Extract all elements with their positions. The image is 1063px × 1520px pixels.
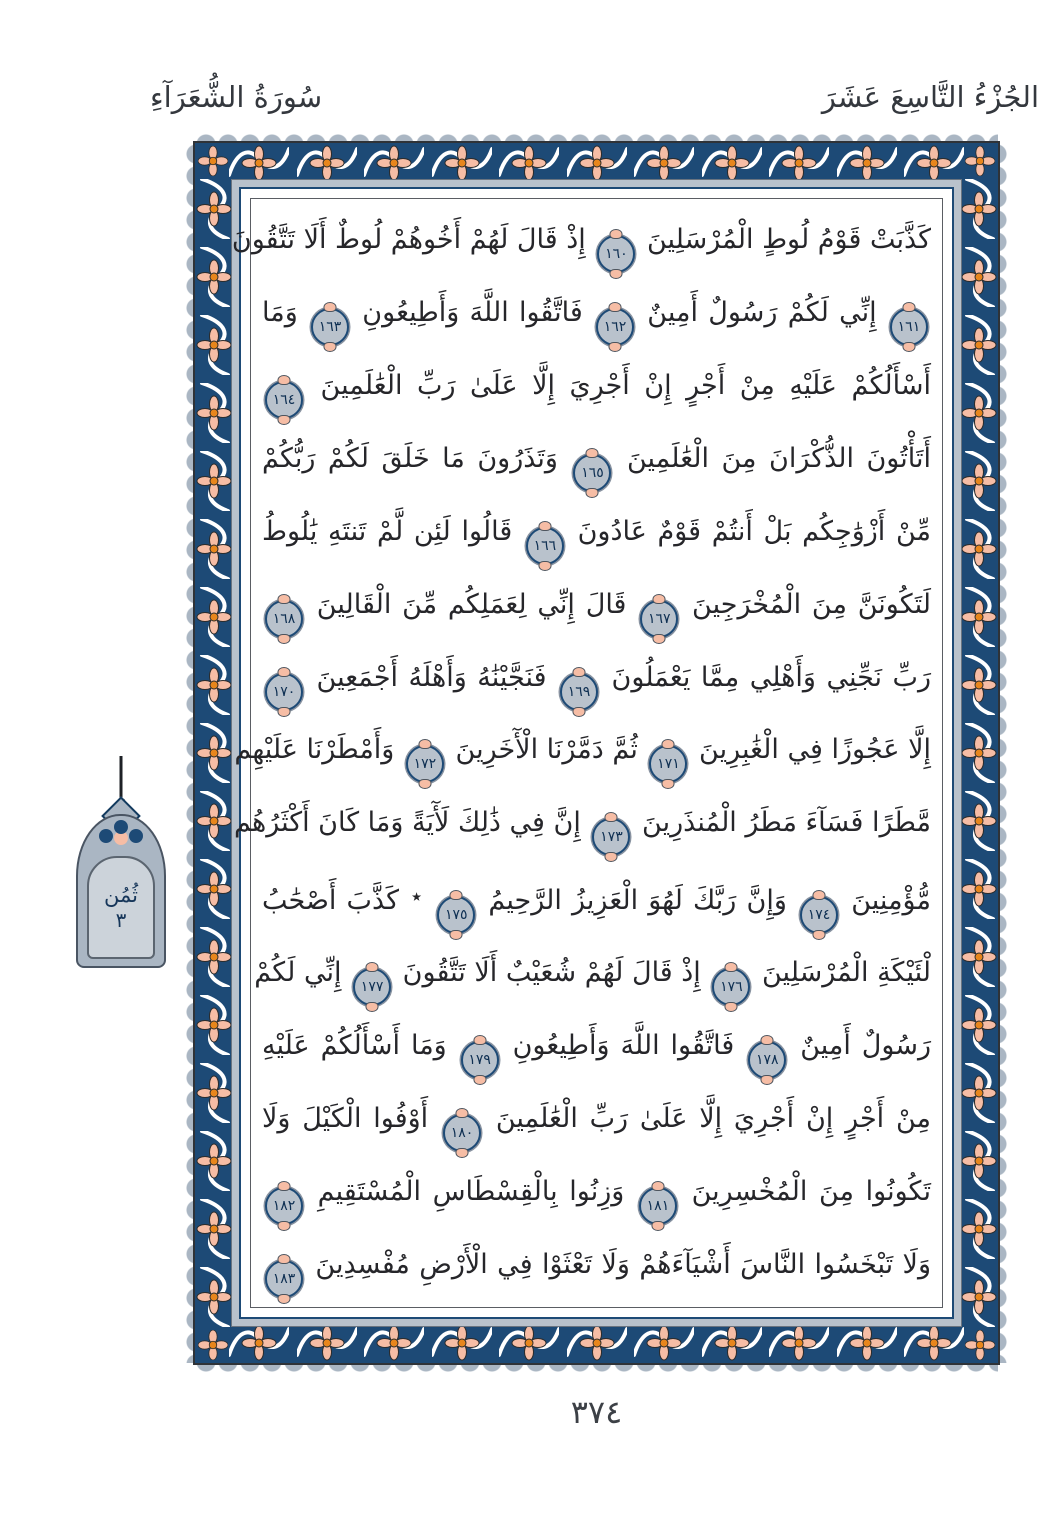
ayah-number-medallion: ١٧٥ (437, 896, 475, 934)
verse-text: وَمَا أَسْأَلُكُمْ عَلَيْهِ (262, 1030, 447, 1062)
quran-line-8 (234, 714, 931, 787)
arabesque-motif-icon (196, 519, 232, 579)
arabesque-motif-icon (196, 1267, 232, 1327)
arabesque-motif-icon (961, 451, 997, 511)
verse-text: أَتَأْتُونَ الذُّكْرَانَ مِنَ الْعَٰلَمِينَ (626, 442, 931, 474)
arabesque-motif-icon (961, 1063, 997, 1123)
ayah-number-medallion: ١٦٦ (526, 527, 564, 565)
arabesque-motif-icon (634, 1325, 694, 1361)
verse-text: مِنْ أَجْرٍ إِنْ أَجْرِيَ إِلَّا عَلَىٰ رَبِّ الْعَٰلَمِينَ (495, 1103, 932, 1135)
hizb-star-marker: ٭ (411, 884, 423, 909)
arabesque-motif-icon (195, 655, 233, 715)
arabesque-motif-icon (196, 1199, 232, 1259)
corner-flower-icon (196, 144, 230, 178)
arabesque-motif-icon (567, 1325, 627, 1361)
arabesque-motif-icon (432, 1325, 492, 1361)
arabesque-strip-left (195, 179, 233, 1327)
arabesque-motif-icon (634, 145, 694, 181)
corner-flower-icon (196, 1328, 230, 1362)
arabesque-motif-icon (961, 179, 997, 239)
arabesque-motif-icon (702, 145, 762, 181)
arabesque-motif-icon (904, 145, 964, 181)
arabesque-motif-icon (195, 451, 233, 511)
quran-line-11 (254, 937, 931, 1010)
arabesque-motif-icon (195, 315, 233, 375)
arabesque-strip-top (229, 144, 964, 182)
ayah-number-medallion: ١٧٠ (265, 673, 303, 711)
corner-flower-icon (963, 144, 997, 178)
ayah-number-medallion: ١٦٠ (597, 235, 635, 273)
arabesque-motif-icon (196, 179, 232, 239)
arabesque-motif-icon (195, 1131, 233, 1191)
quran-line-7 (262, 642, 931, 715)
quran-line-5 (262, 496, 931, 569)
arabesque-motif-icon (229, 145, 289, 181)
arabesque-motif-icon (195, 859, 233, 919)
verse-text: إِنَّ فِي ذَٰلِكَ لَأٓيَةً وَمَا كَانَ أَكْثَرُهُم (233, 807, 581, 839)
quran-line-10 (262, 860, 931, 937)
page-number: ٣٧٤ (570, 1393, 623, 1431)
arabesque-motif-icon (196, 1063, 232, 1123)
arabesque-motif-icon (961, 927, 997, 987)
arabesque-motif-icon (195, 1063, 233, 1123)
arabesque-motif-icon (196, 859, 232, 919)
ayah-number-medallion: ١٧٦ (712, 968, 750, 1006)
verse-text: وَأَمْطَرْنَا عَلَيْهِم (234, 734, 395, 766)
arabesque-motif-icon (364, 1325, 424, 1361)
ayah-number-medallion: ١٧٤ (800, 896, 838, 934)
arabesque-motif-icon (499, 1325, 559, 1361)
arabesque-motif-icon (196, 791, 232, 851)
quran-line-14 (262, 1156, 931, 1229)
verse-text: إِلَّا عَجُوزًا فِي الْغَٰبِرِينَ (699, 734, 931, 766)
arabesque-motif-icon (195, 587, 233, 647)
arabesque-motif-icon (961, 247, 997, 307)
corner-flower-icon (963, 1328, 997, 1362)
arabesque-motif-icon (196, 995, 232, 1055)
verse-text: وَلَا تَبْخَسُوا النَّاسَ أَشْيَآءَهُمْ وَلَا تَعْثَوْا فِي الْأَرْضِ مُفْسِدِينَ (315, 1248, 931, 1280)
verse-text: وَتَذَرُونَ مَا خَلَقَ لَكُمْ رَبُّكُمْ (262, 442, 558, 474)
arabesque-motif-icon (195, 1199, 233, 1259)
arabesque-motif-icon (904, 1325, 964, 1361)
arabesque-motif-icon (196, 451, 232, 511)
arabesque-motif-icon (769, 1325, 829, 1361)
arabesque-motif-icon (297, 145, 357, 181)
ayah-number-medallion: ١٧٧ (353, 968, 391, 1006)
ornamental-border-frame (185, 133, 1008, 1373)
arabesque-motif-icon (960, 1267, 998, 1327)
verse-text: مِّنْ أَزْوَٰجِكُم بَلْ أَنتُمْ قَوْمٌ عَادُونَ (577, 515, 931, 547)
ayah-number-medallion: ١٦٧ (640, 600, 678, 638)
scallop-edge-right (999, 143, 1008, 1363)
verse-text: كَذَّبَ أَصْحَٰبُ (262, 885, 399, 917)
ayah-number-medallion: ١٦٤ (265, 381, 303, 419)
ayah-number-medallion: ١٨٣ (265, 1260, 303, 1298)
ayah-number-medallion: ١٨٠ (443, 1114, 481, 1152)
quran-line-2 (262, 277, 931, 350)
arabesque-motif-icon (837, 1325, 897, 1361)
arabesque-motif-icon (196, 315, 232, 375)
ayah-number-medallion: ١٨٢ (265, 1187, 303, 1225)
arabesque-motif-icon (961, 995, 997, 1055)
flower-icon (965, 146, 995, 176)
verse-text: تَكُونُوا مِنَ الْمُخْسِرِينَ (691, 1176, 931, 1208)
arabesque-motif-icon (196, 723, 232, 783)
arabesque-motif-icon (229, 1325, 289, 1361)
arabesque-motif-icon (960, 383, 998, 443)
arabesque-motif-icon (960, 791, 998, 851)
arabesque-strip-bottom (229, 1324, 964, 1362)
flower-icon (198, 146, 228, 176)
ayah-number-medallion: ١٨١ (639, 1187, 677, 1225)
arabesque-motif-icon (960, 315, 998, 375)
arabesque-motif-icon (961, 723, 997, 783)
ayah-number-medallion: ١٦١ (890, 308, 928, 346)
verse-text: لَتَكُونَنَّ مِنَ الْمُخْرَجِينَ (692, 588, 931, 620)
arabesque-motif-icon (961, 315, 997, 375)
arabesque-motif-icon (195, 519, 233, 579)
arabesque-motif-icon (195, 723, 233, 783)
arabesque-motif-icon (769, 145, 829, 181)
quran-line-6 (262, 569, 931, 642)
verse-text: مُّؤْمِنِينَ (851, 885, 931, 917)
arabesque-motif-icon (196, 927, 232, 987)
arabesque-motif-icon (196, 383, 232, 443)
verse-text: وَزِنُوا بِالْقِسْطَاسِ الْمُسْتَقِيمِ (317, 1176, 625, 1208)
surah-name-header: سُورَةُ الشُّعَرَآءِ (150, 80, 323, 114)
arabesque-motif-icon (960, 451, 998, 511)
arabesque-motif-icon (960, 179, 998, 239)
arabesque-motif-icon (961, 1131, 997, 1191)
thumn-number: ٣ (115, 908, 127, 933)
arabesque-motif-icon (960, 1199, 998, 1259)
arabesque-motif-icon (196, 1131, 232, 1191)
arabesque-motif-icon (960, 927, 998, 987)
ayah-number-medallion: ١٧٩ (461, 1041, 499, 1079)
verse-text: فَنَجَّيْنَٰهُ وَأَهْلَهُ أَجْمَعِينَ (316, 661, 547, 693)
verse-text: أَوْفُوا الْكَيْلَ وَلَا (262, 1103, 429, 1135)
verse-text: مَّطَرًا فَسَآءَ مَطَرُ الْمُنذَرِينَ (642, 807, 931, 839)
arabesque-motif-icon (195, 247, 233, 307)
quran-line-15 (262, 1229, 931, 1302)
verse-text: رَبِّ نَجِّنِي وَأَهْلِي مِمَّا يَعْمَلُونَ (611, 661, 932, 693)
arabesque-motif-icon (195, 995, 233, 1055)
arabesque-motif-icon (195, 927, 233, 987)
verse-text: وَمَا (262, 296, 298, 328)
arabesque-motif-icon (960, 247, 998, 307)
arabesque-motif-icon (960, 655, 998, 715)
verse-text: قَالُوا لَئِن لَّمْ تَنتَهِ يَٰلُوطُ (262, 515, 513, 547)
verse-text: إِنِّي لَكُمْ (254, 957, 342, 989)
quran-line-4 (262, 423, 931, 496)
arabesque-motif-icon (960, 1131, 998, 1191)
arabesque-motif-icon (196, 587, 232, 647)
arabesque-motif-icon (195, 1267, 233, 1327)
arabesque-motif-icon (960, 587, 998, 647)
thumn-marker (76, 756, 166, 968)
quran-text-area (231, 200, 941, 1306)
arabesque-motif-icon (364, 145, 424, 181)
verse-text: فَاتَّقُوا اللَّهَ وَأَطِيعُونِ (512, 1030, 735, 1062)
scallop-edge-bottom (195, 1364, 998, 1373)
arabesque-motif-icon (432, 145, 492, 181)
arabesque-strip-right (960, 179, 998, 1327)
ayah-number-medallion: ١٦٩ (560, 673, 598, 711)
arabesque-motif-icon (960, 1063, 998, 1123)
arabesque-motif-icon (196, 655, 232, 715)
arabesque-motif-icon (195, 383, 233, 443)
marker-stem-icon (120, 756, 123, 802)
quran-line-13 (262, 1083, 931, 1156)
arabesque-motif-icon (195, 791, 233, 851)
arabesque-motif-icon (960, 519, 998, 579)
marker-panel (87, 856, 155, 959)
arabesque-motif-icon (196, 247, 232, 307)
arabesque-motif-icon (499, 145, 559, 181)
arabesque-motif-icon (960, 723, 998, 783)
arabesque-motif-icon (297, 1325, 357, 1361)
arabesque-motif-icon (837, 145, 897, 181)
verse-text: ثُمَّ دَمَّرْنَا الْأٓخَرِينَ (455, 734, 638, 766)
ayah-number-medallion: ١٧١ (649, 745, 687, 783)
arabesque-motif-icon (961, 519, 997, 579)
ayah-number-medallion: ١٧٢ (406, 745, 444, 783)
quran-line-12 (262, 1010, 931, 1083)
arabesque-motif-icon (702, 1325, 762, 1361)
arabesque-motif-icon (961, 655, 997, 715)
arabesque-motif-icon (960, 995, 998, 1055)
arabesque-motif-icon (961, 383, 997, 443)
arabesque-motif-icon (961, 859, 997, 919)
verse-text: أَسْأَلُكُمْ عَلَيْهِ مِنْ أَجْرٍ إِنْ أَجْرِيَ إِلَّا عَلَىٰ رَبِّ الْعَٰلَمِينَ (320, 369, 931, 401)
verse-text: قَالَ إِنِّي لِعَمَلِكُم مِّنَ الْقَالِينَ (316, 588, 627, 620)
flower-icon (198, 1330, 228, 1360)
verse-text: رَسُولٌ أَمِينٌ (800, 1030, 932, 1062)
flower-icon (965, 1330, 995, 1360)
quran-line-3 (262, 350, 931, 423)
marker-floral-icon (114, 820, 128, 834)
verse-text: إِذْ قَالَ لَهُمْ شُعَيْبٌ أَلَا تَتَّقُونَ (402, 957, 701, 989)
juz-header: الجُزْءُ التَّاسِعَ عَشَرَ (821, 80, 1039, 114)
quran-line-9 (233, 787, 931, 860)
thumn-label: ثُمُن (104, 882, 138, 907)
ayah-number-medallion: ١٦٥ (573, 454, 611, 492)
ayah-number-medallion: ١٦٨ (265, 600, 303, 638)
ayah-number-medallion: ١٧٣ (592, 818, 630, 856)
arabesque-motif-icon (961, 587, 997, 647)
arabesque-motif-icon (961, 1267, 997, 1327)
verse-text: كَذَّبَتْ قَوْمُ لُوطٍ الْمُرْسَلِينَ (646, 224, 931, 255)
verse-text: إِذْ قَالَ لَهُمْ أَخُوهُمْ لُوطٌ أَلَا تَتَّقُونَ (231, 224, 586, 255)
arabesque-motif-icon (960, 859, 998, 919)
verse-text: إِنِّي لَكُمْ رَسُولٌ أَمِينٌ (647, 296, 877, 328)
quran-line-1 (231, 204, 931, 277)
arabesque-motif-icon (961, 1199, 997, 1259)
ayah-number-medallion: ١٦٢ (596, 308, 634, 346)
verse-text: فَاتَّقُوا اللَّهَ وَأَطِيعُونِ (362, 296, 583, 328)
ayah-number-medallion: ١٧٨ (748, 1041, 786, 1079)
verse-text: لْئَيْكَةِ الْمُرْسَلِينَ (762, 957, 931, 989)
arabesque-motif-icon (567, 145, 627, 181)
arabesque-motif-icon (961, 791, 997, 851)
arabesque-motif-icon (195, 179, 233, 239)
verse-text: وَإِنَّ رَبَّكَ لَهُوَ الْعَزِيزُ الرَّحِيمُ (488, 885, 787, 917)
ayah-number-medallion: ١٦٣ (311, 308, 349, 346)
